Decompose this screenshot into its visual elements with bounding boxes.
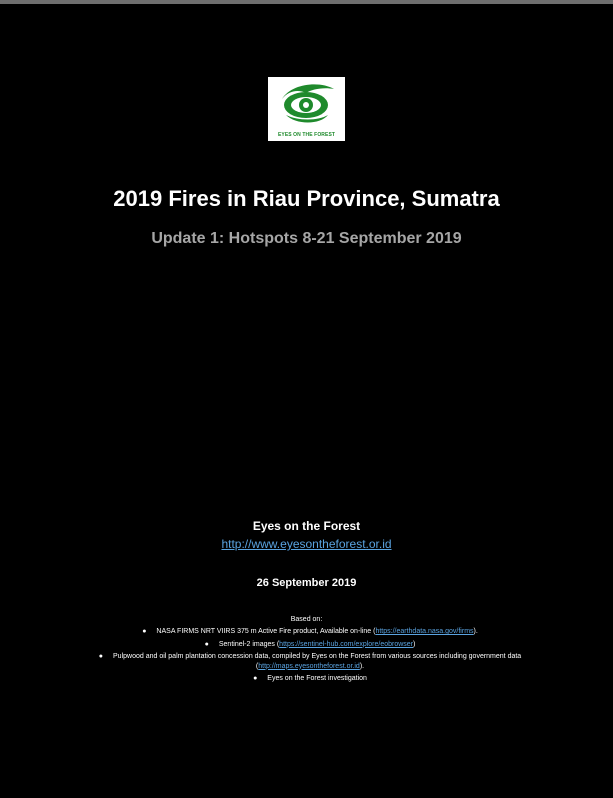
source-link[interactable]: http://maps.eyesontheforest.or.id [258, 662, 360, 670]
publication-date: 26 September 2019 [256, 577, 357, 589]
source-text: NASA FIRMS NRT VIIRS 375 m Active Fire product, Available on-line ( [156, 628, 376, 635]
eye-leaf-icon [268, 77, 345, 129]
source-text: Pulpwood and oil palm plantation concession data, compiled by Eyes on the Forest from various sources including government data ( [113, 653, 522, 670]
source-text-end: ) [413, 640, 416, 648]
source-item [90, 627, 530, 637]
organization-url [0, 537, 613, 551]
source-text-end: ). [473, 628, 478, 635]
logo-text: EYES ON THE FOREST [277, 132, 336, 138]
bullet-icon: ● [142, 628, 147, 635]
based-on-label: Based on: [290, 616, 323, 623]
source-text-end: ). [359, 662, 365, 670]
source-link[interactable]: https://sentinel-hub.com/explore/eobrowser [279, 640, 414, 648]
source-text: Sentinel-2 images ( [218, 640, 280, 648]
organization-name: Eyes on the Forest [252, 519, 361, 533]
document-subtitle: Update 1: Hotspots 8-21 September 2019 [151, 230, 462, 247]
source-item [90, 674, 530, 684]
bullet-icon: ● [204, 640, 209, 648]
source-link[interactable]: https://earthdata.nasa.gov/firms [375, 628, 474, 635]
eyes-on-the-forest-logo [268, 77, 345, 141]
source-item [90, 652, 530, 671]
document-title: 2019 Fires in Riau Province, Sumatra [113, 186, 500, 211]
sources-list [90, 627, 530, 687]
source-item [90, 640, 530, 650]
organization-link[interactable]: http://www.eyesontheforest.or.id [221, 537, 392, 551]
bullet-icon: ● [98, 653, 104, 660]
source-text: Eyes on the Forest investigation [267, 675, 367, 682]
bullet-icon: ● [253, 675, 258, 682]
page-top-border [0, 0, 613, 4]
